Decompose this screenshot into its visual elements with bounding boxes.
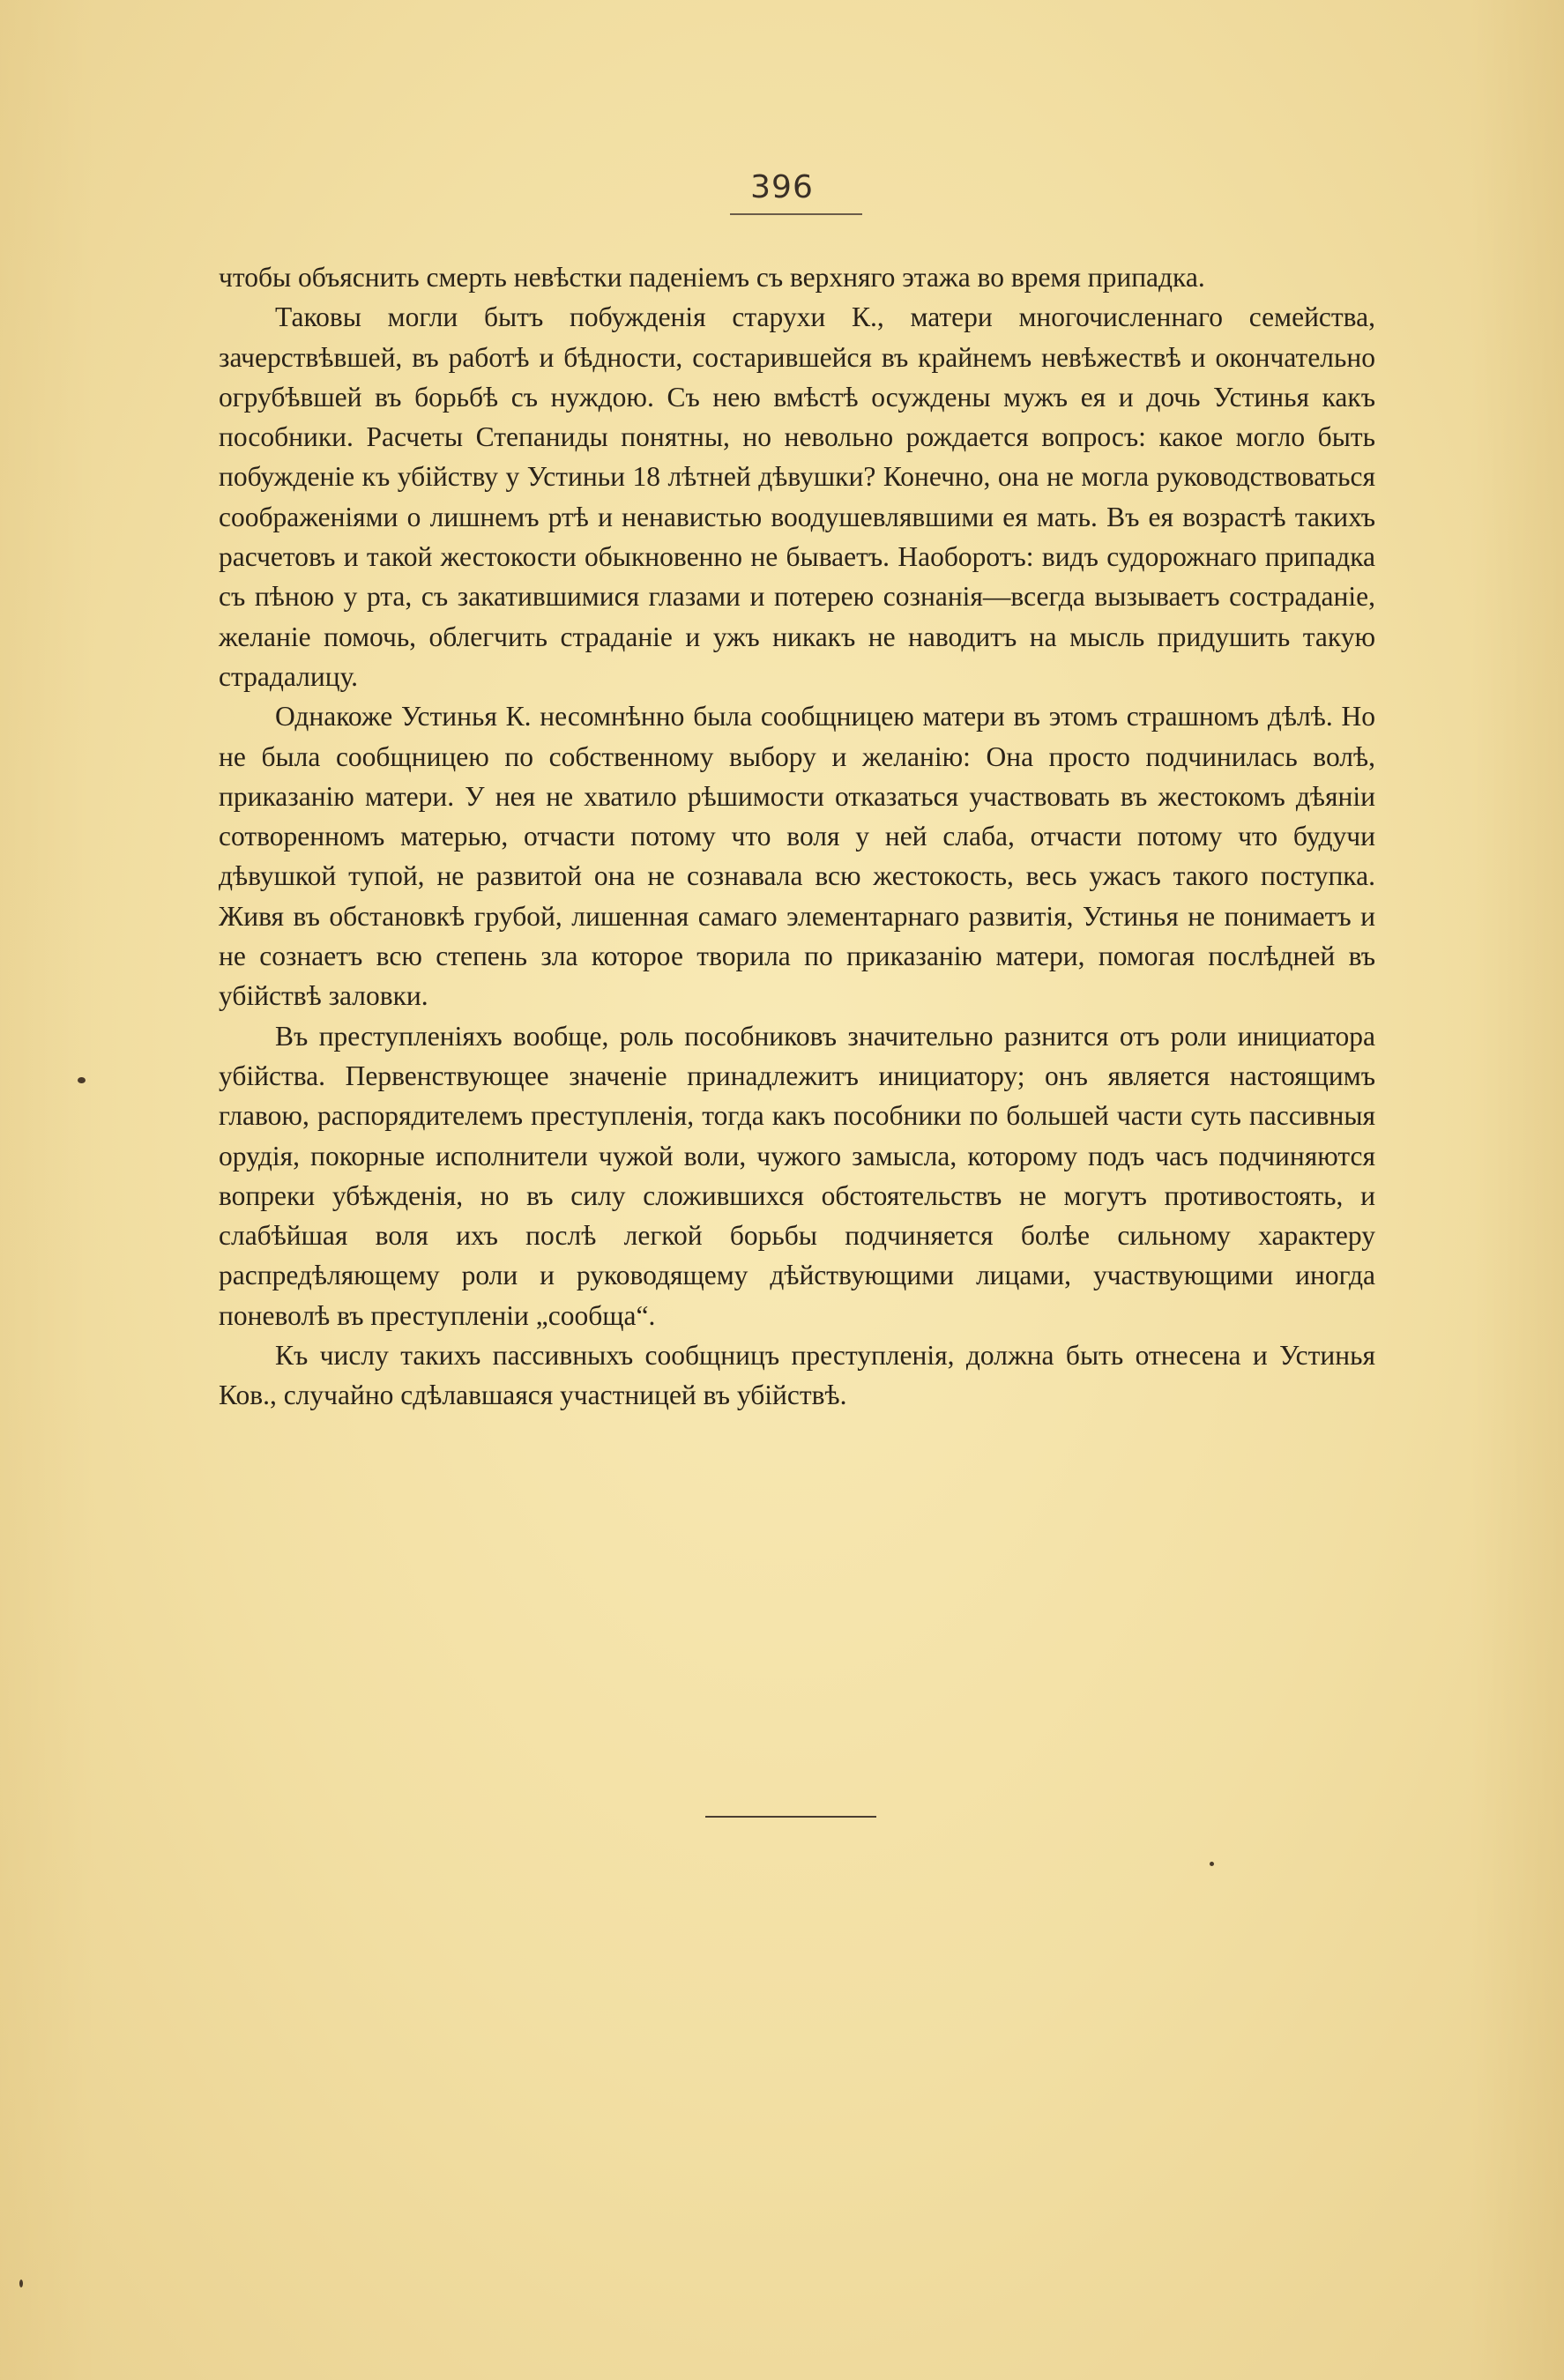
section-end-rule (705, 1816, 876, 1818)
paragraph: Однакоже Устинья К. несомнѣнно была сообщницею матери въ этомъ страшномъ дѣлѣ. Но не была сообщницею по собственному выбору и желанію: Она просто подчинилась волѣ, приказанію матери. У нея не хватило рѣшимости отказаться участвовать въ жестокомъ дѣяніи сотворенномъ матерью, отчасти потому что воля у ней слаба, отчасти потому что будучи дѣвушкой тупой, не развитой она не сознавала всю жестокость, весь ужасъ такого поступка. Живя въ обстановкѣ грубой, лишенная самаго элементарнаго развитія, Устинья не понимаетъ и не сознаетъ всю степень зла которое творила по приказанію матери, помогая послѣдней въ убійствѣ заловки. (219, 701, 1375, 1012)
body-text (219, 257, 1375, 1416)
ink-speck (78, 1077, 86, 1083)
paragraph: Въ преступленіяхъ вообще, роль пособниковъ значительно разнится отъ роли инициатора убійства. Первенствующее значеніе принадлежитъ инициатору; онъ является настоящимъ главою, распорядителемъ преступленія, тогда какъ пособники по большей части суть пассивныя орудія, покорные исполнители чужой воли, чужого замысла, которому подъ часъ подчиняются вопреки убѣжденія, но въ силу сложившихся обстоятельствъ не могутъ противостоять, и слабѣйшая воля ихъ послѣ легкой борьбы подчиняется болѣе сильному характеру распредѣляющему роли и руководящему дѣйствующими лицами, участвующими иногда поневолѣ въ преступленіи „сообща“. (219, 1020, 1375, 1331)
ink-speck (1210, 1862, 1214, 1866)
ink-speck (19, 2280, 23, 2287)
page-number: 396 (750, 169, 814, 205)
paragraph-continuation: чтобы объяснить смерть невѣстки паденіемъ съ верхняго этажа во время припадка. (219, 262, 1205, 293)
paragraph: Таковы могли бытъ побужденія старухи К., матери многочисленнаго семейства, зачерствѣвшей, въ работѣ и бѣдности, состарившейся въ крайнемъ невѣжествѣ и окончательно огрубѣвшей въ борьбѣ съ нуждою. Съ нею вмѣстѣ осуждены мужъ ея и дочь Устинья какъ пособники. Расчеты Степаниды понятны, но невольно рождается вопросъ: какое могло быть побужденіе къ убійству у Устиньи 18 лѣтней дѣвушки? Конечно, она не могла руководствоваться соображеніями о лишнемъ ртѣ и ненавистью воодушевлявшими ея мать. Въ ея возрастѣ такихъ расчетовъ и такой жестокости обыкновенно не бываетъ. Наоборотъ: видъ судорожнаго припадка съ пѣною у рта, съ закатившимися глазами и потерею сознанія—всегда вызываетъ состраданіе, желаніе помочь, облегчить страданіе и ужъ никакъ не наводитъ на мысль придушить такую страдалицу. (219, 301, 1375, 692)
page-number-rule (730, 213, 862, 215)
paragraph: Къ числу такихъ пассивныхъ сообщницъ преступленія, должна быть отнесена и Устинья Ков., случайно сдѣлавшаяся участницей въ убійствѣ. (219, 1340, 1375, 1411)
